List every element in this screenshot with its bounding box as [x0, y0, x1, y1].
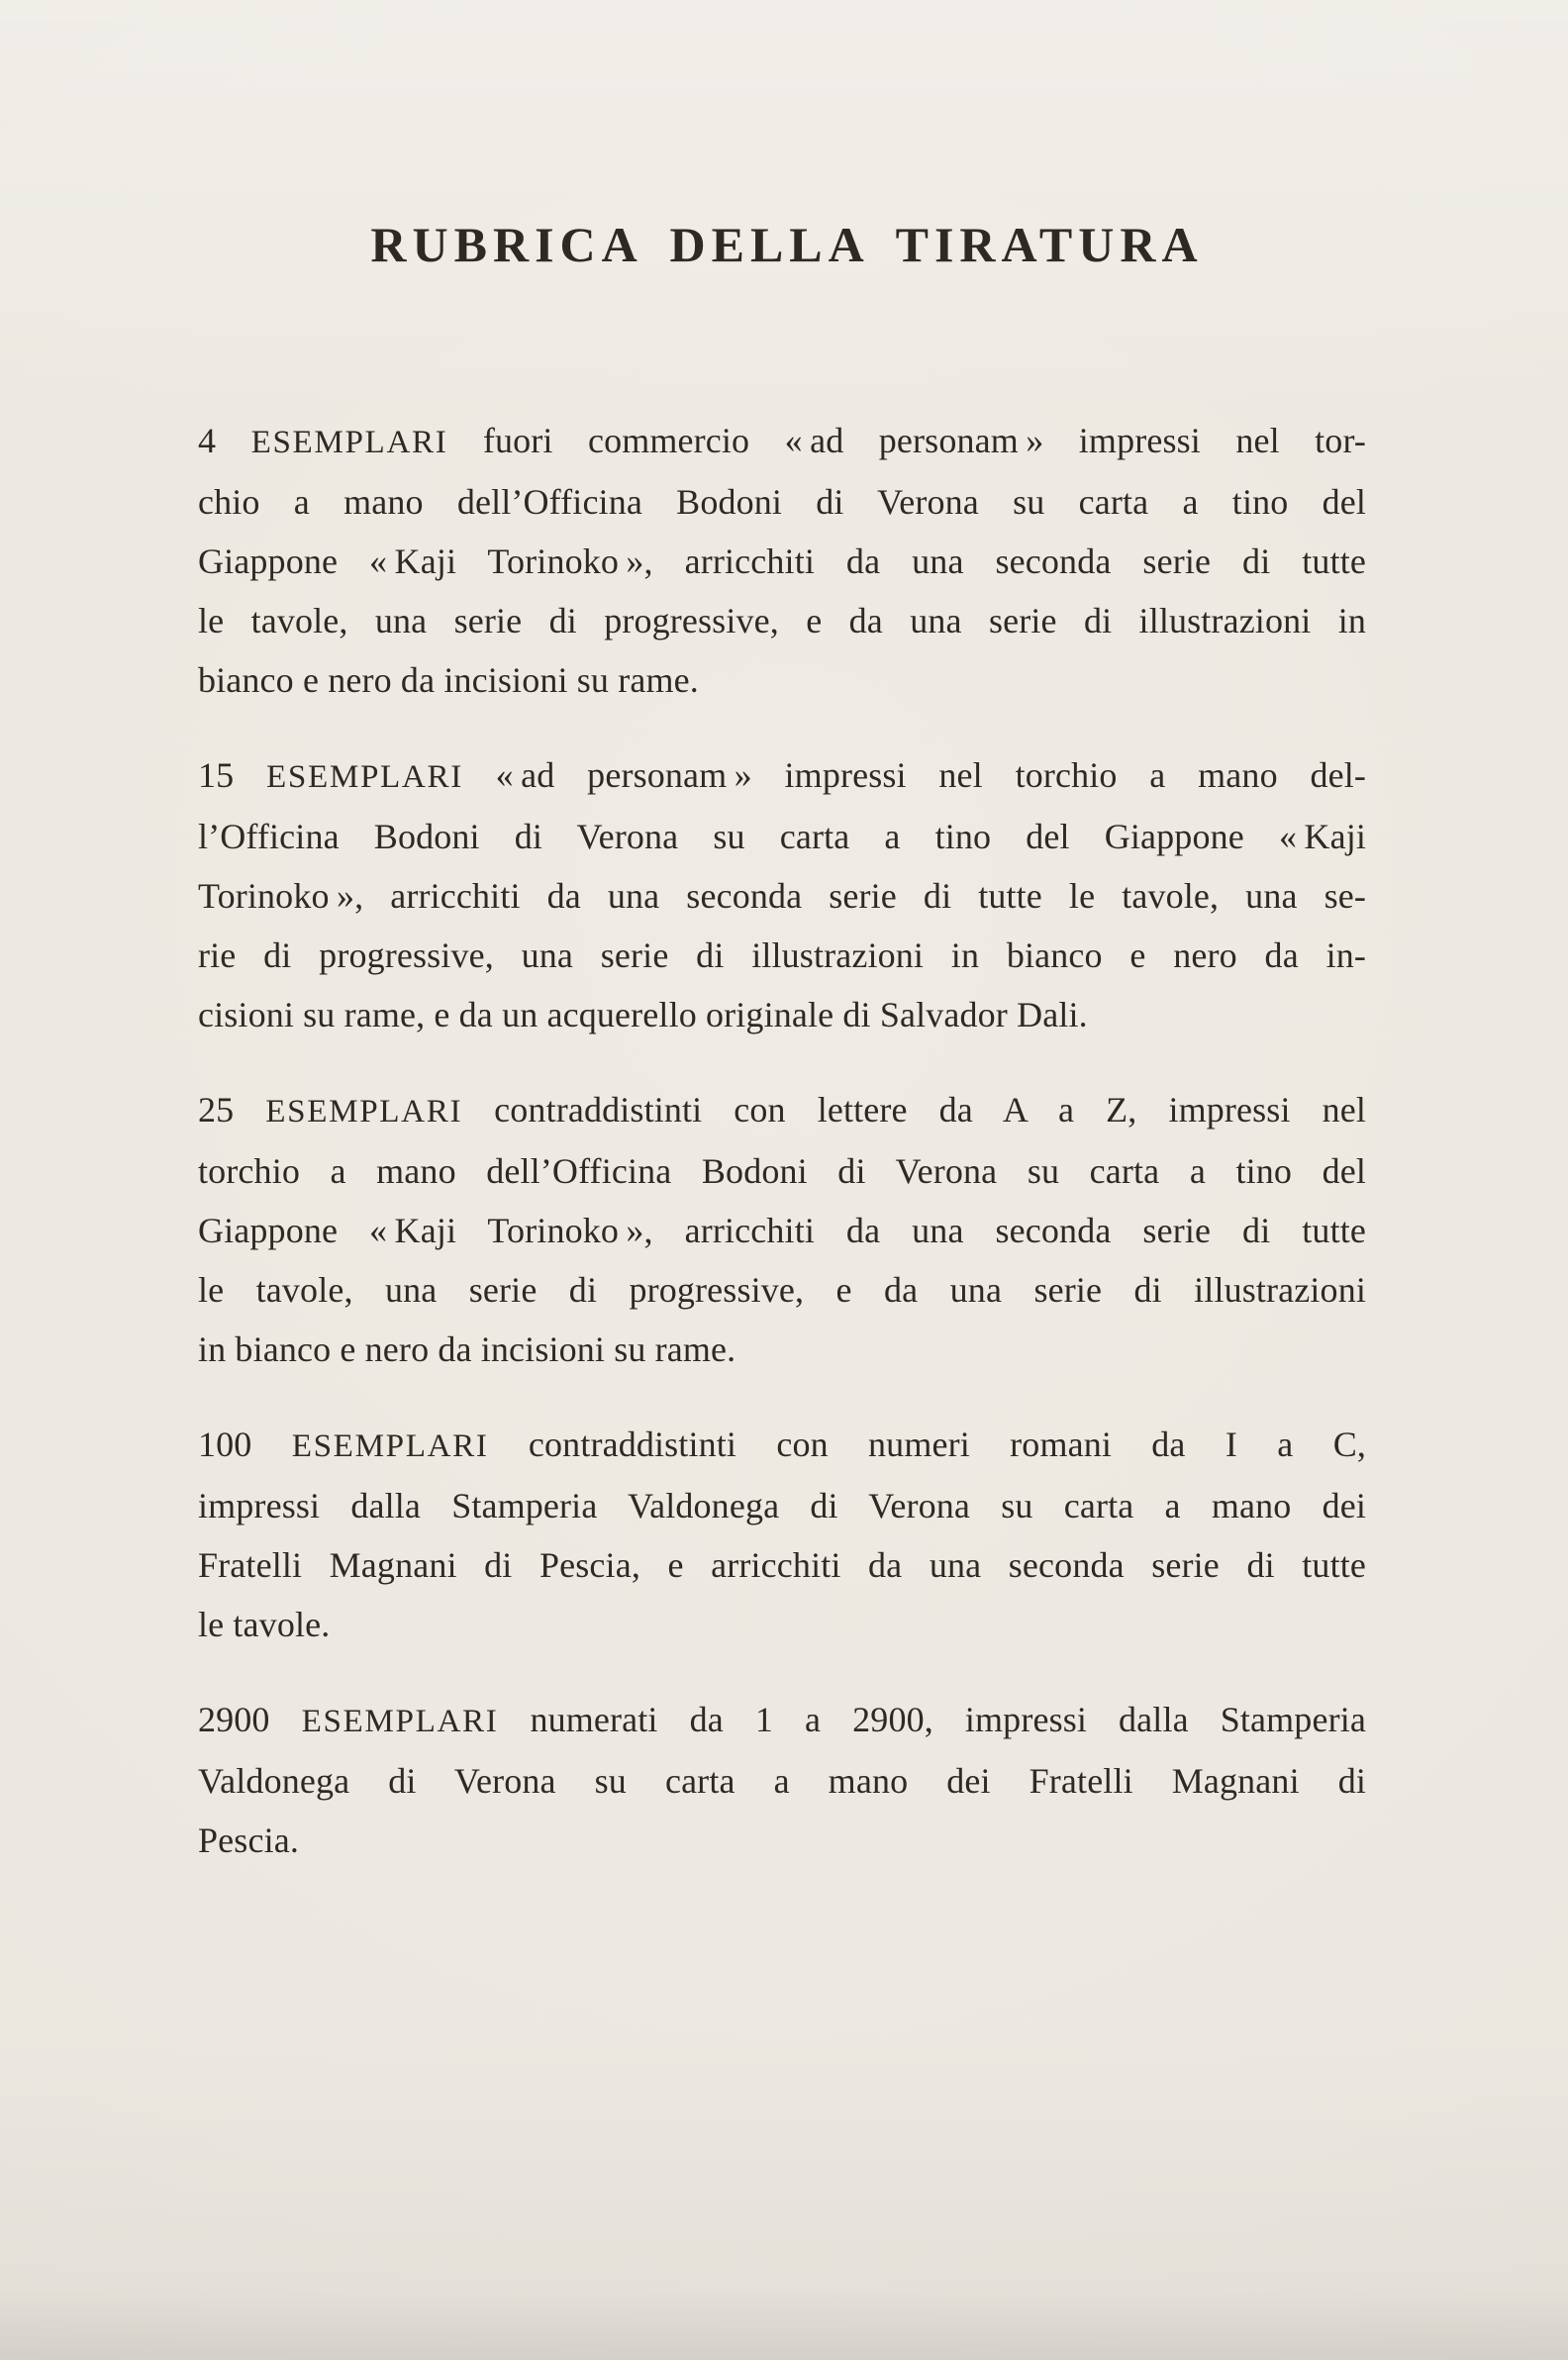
edition-label: ESEMPLARI — [250, 424, 448, 460]
text-segment: Fratelli Magnani di Pescia, e arricchiti da una seconda serie di tutte — [198, 1545, 1366, 1585]
text-line — [198, 1690, 1366, 1751]
text-segment: le tavole. — [198, 1605, 331, 1644]
text-line — [198, 807, 1366, 866]
text-line — [198, 1320, 1366, 1379]
text-segment: contraddistinti con numeri romani da I a C, — [488, 1425, 1366, 1464]
text-line — [198, 1141, 1366, 1201]
edition-label: ESEMPLARI — [301, 1703, 499, 1739]
text-segment: « ad personam » impressi nel torchio a mano del- — [462, 755, 1367, 795]
edition-count: 100 — [198, 1425, 292, 1464]
text-line — [198, 1476, 1366, 1535]
page-title: RUBRICA DELLA TIRATURA — [370, 217, 1204, 272]
colophon — [198, 411, 1366, 1870]
text-segment: numerati da — [498, 1700, 755, 1739]
edition-count: 4 — [198, 421, 251, 460]
colophon-paragraph — [198, 745, 1366, 1044]
edition-count: 2900 — [852, 1700, 925, 1739]
edition-label: ESEMPLARI — [291, 1427, 489, 1464]
edition-label: ESEMPLARI — [266, 758, 463, 795]
text-line — [198, 650, 1366, 710]
text-line — [198, 1811, 1366, 1870]
edition-count: 25 — [198, 1090, 266, 1130]
text-line — [198, 1260, 1366, 1320]
text-line — [198, 472, 1366, 532]
colophon-paragraph — [198, 1080, 1366, 1379]
edition-count: 15 — [198, 755, 267, 795]
text-line — [198, 1595, 1366, 1654]
edition-count: 2900 — [198, 1700, 302, 1739]
text-line — [198, 1080, 1366, 1141]
text-segment: fuori commercio « ad personam » impressi nel tor- — [447, 421, 1366, 460]
text-segment: Torinoko », arricchiti da una seconda serie di tutte le tavole, una se- — [198, 876, 1366, 916]
text-line — [198, 1535, 1366, 1595]
colophon-paragraph — [198, 1415, 1366, 1654]
text-segment: Giappone « Kaji Torinoko », arricchiti da una seconda serie di tutte — [198, 1211, 1366, 1250]
text-line — [198, 591, 1366, 650]
text-segment: le tavole, una serie di progressive, e da una serie di illustrazioni — [198, 1270, 1366, 1310]
text-segment: chio a mano dell’Officina Bodoni di Verona su carta a tino del — [198, 482, 1366, 522]
text-line — [198, 1751, 1366, 1811]
text-segment: in bianco e nero da incisioni su rame. — [198, 1329, 736, 1369]
text-segment: Pescia. — [198, 1820, 299, 1860]
edition-count: 1 — [754, 1700, 774, 1739]
text-line — [198, 1201, 1366, 1260]
text-segment: contraddistinti con lettere da A a Z, impressi nel — [462, 1090, 1367, 1130]
text-segment: rie di progressive, una serie di illustrazioni in bianco e nero da in- — [198, 935, 1366, 975]
text-segment: , impressi dalla Stamperia — [924, 1700, 1366, 1739]
colophon-paragraph — [198, 411, 1366, 710]
text-segment: torchio a mano dell’Officina Bodoni di Verona su carta a tino del — [198, 1151, 1366, 1191]
text-segment: Valdonega di Verona su carta a mano dei Fratelli Magnani di — [198, 1761, 1366, 1801]
text-line — [198, 866, 1366, 926]
edition-label: ESEMPLARI — [265, 1093, 463, 1130]
colophon-paragraph — [198, 1690, 1366, 1870]
text-segment: le tavole, una serie di progressive, e da una serie di illustrazioni in — [198, 601, 1366, 640]
text-line — [198, 926, 1366, 985]
text-line — [198, 1415, 1366, 1476]
text-line — [198, 745, 1366, 807]
text-line — [198, 532, 1366, 591]
text-segment: Giappone « Kaji Torinoko », arricchiti da una seconda serie di tutte — [198, 541, 1366, 581]
text-line — [198, 985, 1366, 1044]
text-segment: a — [773, 1700, 853, 1739]
text-segment: l’Officina Bodoni di Verona su carta a tino del Giappone « Kaji — [198, 817, 1366, 856]
text-segment: impressi dalla Stamperia Valdonega di Verona su carta a mano dei — [198, 1486, 1366, 1525]
text-line — [198, 411, 1366, 472]
text-segment: cisioni su rame, e da un acquerello originale di Salvador Dali. — [198, 995, 1088, 1034]
text-segment: bianco e nero da incisioni su rame. — [198, 660, 699, 700]
